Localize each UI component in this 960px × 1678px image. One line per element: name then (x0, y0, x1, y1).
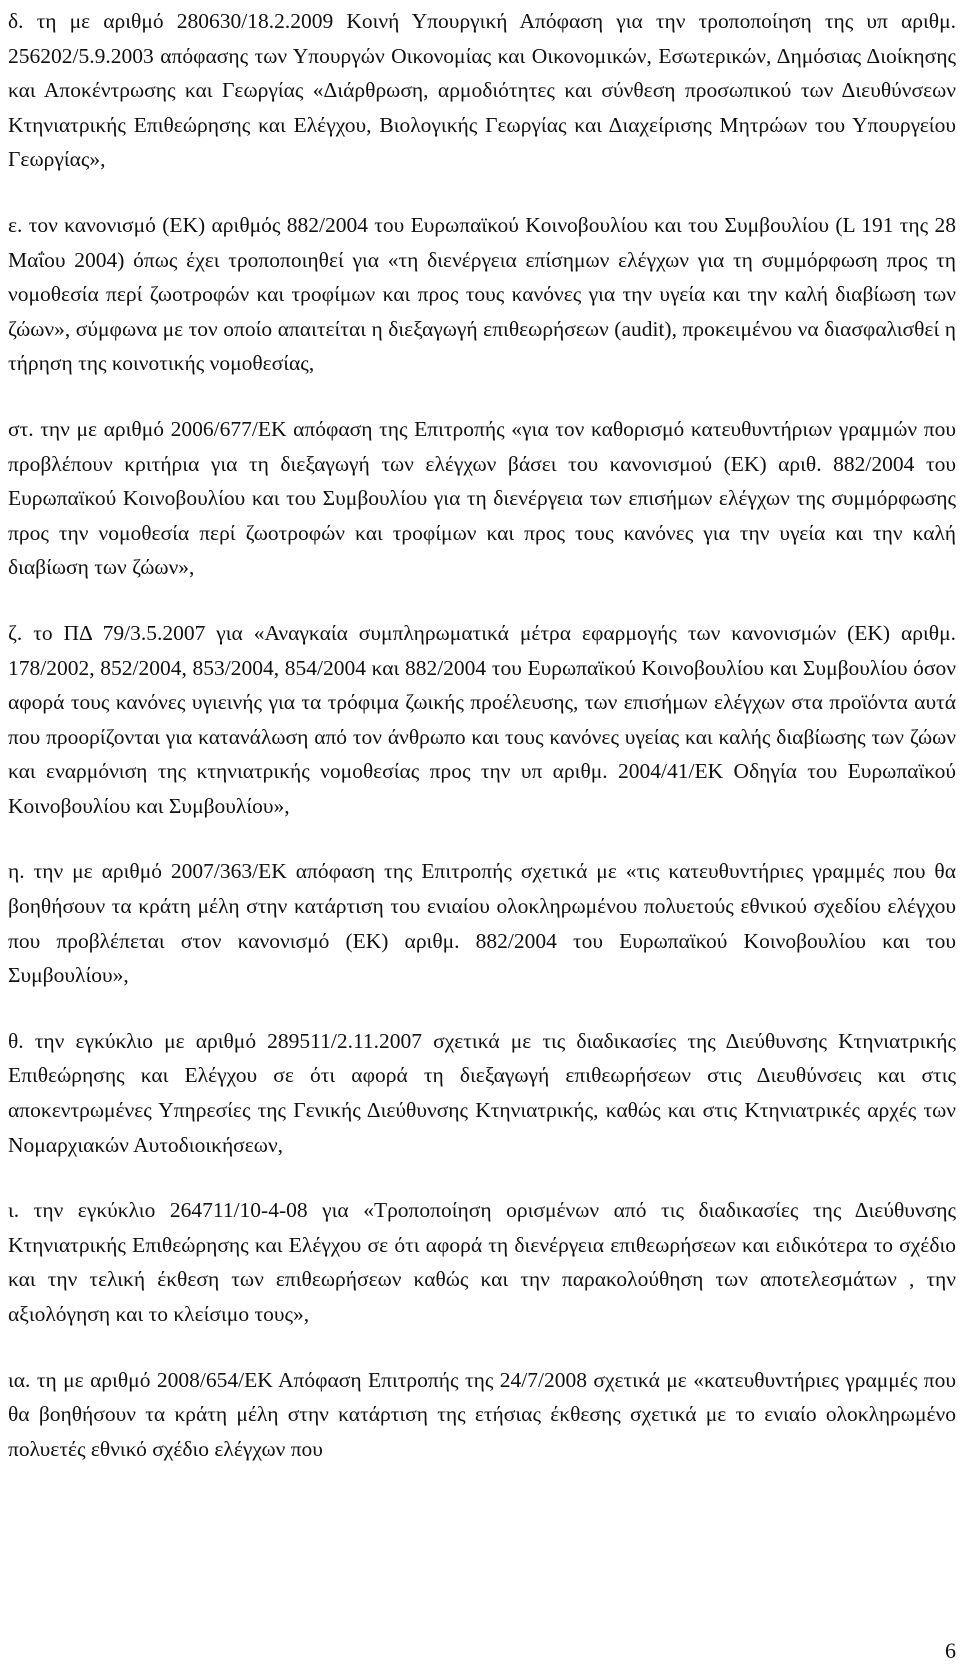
paragraph-iota: ι. την εγκύκλιο 264711/10-4-08 για «Τροποποίηση ορισμένων από τις διαδικασίες της Διεύθυνσης Κτηνιατρικής Επιθεώρησης και Ελέγχου σε ότι αφορά τη διενέργεια επιθεωρήσεων και ειδικότερα το σχέδιο και την τελική έκθεση των επιθεωρήσεων καθώς και την παρακολούθηση των αποτελεσμάτων , την αξιολόγηση και το κλείσιμο τους», (8, 1198, 956, 1326)
page-number: 6 (945, 1638, 956, 1663)
paragraph-delta: δ. τη με αριθμό 280630/18.2.2009 Κοινή Υπουργική Απόφαση για την τροποποίηση της υπ αριθμ. 256202/5.9.2003 απόφασης των Υπουργών Οικονομίας και Οικονομικών, Εσωτερικών, Δημόσιας Διοίκησης και Αποκέντρωσης και Γεωργίας «Διάρθρωση, αρμοδιότητες και σύνθεση προσωπικού των Διευθύνσεων Κτηνιατρικής Επιθεώρησης και Ελέγχου, Βιολογικής Γεωργίας και Διαχείρισης Μητρώων του Υπουργείου Γεωργίας», (8, 9, 956, 172)
paragraph-zeta: ζ. το ΠΔ 79/3.5.2007 για «Αναγκαία συμπληρωματικά μέτρα εφαρμογής των κανονισμών (ΕΚ) αριθμ. 178/2002, 852/2004, 853/2004, 854/2004 και 882/2004 του Ευρωπαϊκού Κοινοβουλίου και Συμβουλίου όσον αφορά τους κανόνες υγιεινής για τα τρόφιμα ζωικής προέλευσης, των επισήμων ελέγχων στα προϊόντα αυτά που προορίζονται για κατανάλωση από τον άνθρωπο και τους κανόνες υγείας και καλής διαβίωσης των ζώων και εναρμόνιση της κτηνιατρικής νομοθεσίας προς την υπ αριθμ. 2004/41/ΕΚ Οδηγία του Ευρωπαϊκού Κοινοβουλίου και Συμβουλίου», (8, 620, 956, 818)
paragraph-epsilon: ε. τον κανονισμό (ΕΚ) αριθμός 882/2004 του Ευρωπαϊκού Κοινοβουλίου και του Συμβουλίου (L 191 της 28 Μαΐου 2004) όπως έχει τροποποιηθεί για «τη διενέργεια επίσημων ελέγχων για τη συμμόρφωση προς τη νομοθεσία περί ζωοτροφών και τροφίμων και προς τους κανόνες για την υγεία και την καλή διαβίωση των ζώων», σύμφωνα με τον οποίο απαιτείται η διεξαγωγή επιθεωρήσεων (audit), προκειμένου να διασφαλισθεί η τήρηση της κοινοτικής νομοθεσίας, (8, 212, 956, 376)
paragraph-eta: η. την με αριθμό 2007/363/ΕΚ απόφαση της Επιτροπής σχετικά με «τις κατευθυντήριες γραμμές που θα βοηθήσουν τα κράτη μέλη στην κατάρτιση του ενιαίου ολοκληρωμένου πολυετούς εθνικού σχεδίου ελέγχου που προβλέπεται στον κανονισμό (ΕΚ) αριθμ. 882/2004 του Ευρωπαϊκού Κοινοβουλίου και του Συμβουλίου», (8, 859, 956, 988)
paragraph-theta: θ. την εγκύκλιο με αριθμό 289511/2.11.2007 σχετικά με τις διαδικασίες της Διεύθυνσης Κτηνιατρικής Επιθεώρησης και Ελέγχου σε ότι αφορά τη διεξαγωγή επιθεωρήσεων στις Διευθύνσεις και στις αποκεντρωμένες Υπηρεσίες της Γενικής Διεύθυνσης Κτηνιατρικής, καθώς και στις Κτηνιατρικές αρχές των Νομαρχιακών Αυτοδιοικήσεων, (8, 1028, 956, 1157)
paragraph-st: στ. την με αριθμό 2006/677/ΕΚ απόφαση της Επιτροπής «για τον καθορισμό κατευθυντήριων γραμμών που προβλέπουν κριτήρια για τη διεξαγωγή των ελέγχων βάσει του κανονισμού (ΕΚ) αριθ. 882/2004 του Ευρωπαϊκού Κοινοβουλίου και του Συμβουλίου για τη διενέργεια των επισήμων ελέγχων της συμμόρφωσης προς την νομοθεσία περί ζωοτροφών και τροφίμων και προς τους κανόνες για την υγεία και την καλή διαβίωση των ζώων», (8, 416, 956, 580)
paragraph-iota-alpha: ια. τη με αριθμό 2008/654/ΕΚ Απόφαση Επιτροπής της 24/7/2008 σχετικά με «κατευθυντήριες γραμμές που θα βοηθήσουν τα κράτη μέλη στην κατάρτιση της ετήσιας έκθεσης σχετικά με το ενιαίο ολοκληρωμένο πολυετές εθνικό σχέδιο ελέγχων που (8, 1367, 956, 1461)
document-body (8, 4, 956, 1497)
